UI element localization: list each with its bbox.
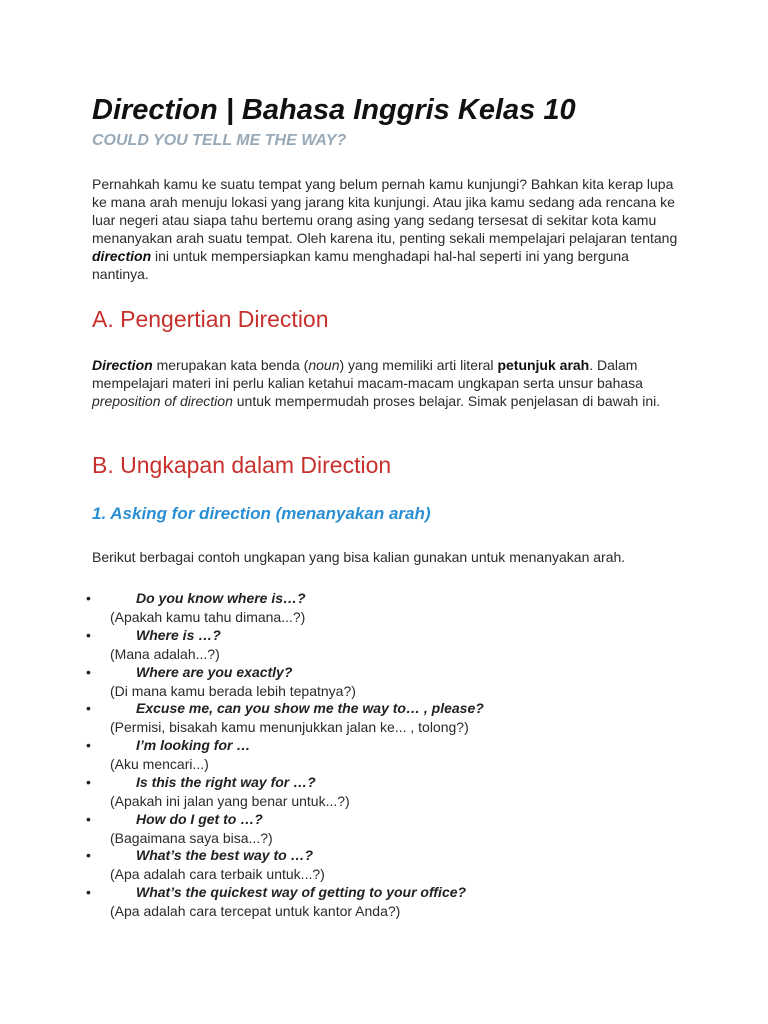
phrase-english: Do you know where is…? [136, 590, 306, 606]
intro-paragraph [92, 175, 682, 283]
bullet-icon: • [86, 590, 91, 606]
phrase-translation: (Apakah kamu tahu dimana...?) [110, 609, 306, 625]
intro-text-1: Pernahkah kamu ke suatu tempat yang belum pernah kamu kunjungi? Bahkan kita kerap lupa ke mana arah menuju lokasi yang jarang kita kunjungi. Atau jika kamu sedang ada rencana ke luar negeri atau siapa tahu bertemu orang asing yang sedang tersesat di sekitar kota kamu menanyakan arah suatu tempat. Oleh karena itu, penting sekali mempelajari pelajaran tentang [92, 176, 678, 246]
asking-direction-heading: 1. Asking for direction (menanyakan arah) [92, 504, 431, 523]
phrase-translation: (Permisi, bisakah kamu menunjukkan jalan ke... , tolong?) [110, 719, 469, 736]
phrase-translation: (Apa adalah cara terbaik untuk...?) [110, 866, 325, 883]
phrase-english: What’s the quickest way of getting to your office? [136, 884, 467, 900]
page-subtitle: COULD YOU TELL ME THE WAY? [92, 132, 347, 149]
intro-text-2: ini untuk mempersiapkan kamu menghadapi hal-hal seperti ini yang berguna nantinya. [92, 248, 629, 282]
bullet-icon: • [86, 810, 91, 827]
bullet-icon: • [86, 737, 91, 753]
phrase-english: Excuse me, can you show me the way to… , please? [136, 700, 484, 717]
definition-meaning: petunjuk arah [497, 357, 590, 373]
intro-keyword: direction [92, 248, 152, 264]
section-b-heading: B. Ungkapan dalam Direction [92, 452, 392, 478]
definition-paragraph [92, 356, 682, 410]
definition-text-3: . Dalam mempelajari materi ini perlu kalian ketahui macam-macam ungkapan serta unsur bahasa [92, 357, 643, 391]
definition-text-2: ) yang memiliki arti literal [339, 357, 498, 373]
phrase-english: How do I get to …? [136, 810, 263, 827]
list-item [0, 846, 768, 883]
definition-text-4: untuk mempermudah proses belajar. Simak penjelasan di bawah ini. [232, 393, 661, 409]
list-item [0, 663, 768, 700]
definition-text-1: merupakan kata benda ( [152, 357, 309, 373]
section-a-heading: A. Pengertian Direction [92, 306, 329, 332]
phrase-translation: (Apakah ini jalan yang benar untuk...?) [110, 792, 350, 809]
list-item [0, 883, 768, 920]
bullet-icon: • [86, 884, 91, 900]
phrase-english: Where are you exactly? [136, 663, 293, 680]
bullet-icon: • [86, 773, 91, 790]
phrases-intro: Berikut berbagai contoh ungkapan yang bisa kalian gunakan untuk menanyakan arah. [92, 549, 626, 565]
bullet-icon: • [86, 663, 91, 680]
definition-term: Direction [92, 357, 153, 373]
phrase-translation: (Aku mencari...) [110, 756, 209, 772]
bullet-icon: • [86, 847, 91, 864]
list-item [0, 736, 768, 773]
phrase-english: Where is …? [136, 626, 221, 643]
bullet-icon: • [86, 626, 91, 643]
definition-preposition: preposition of direction [92, 393, 233, 409]
definition-noun: noun [308, 357, 340, 373]
list-item [0, 773, 768, 810]
phrase-english: I’m looking for … [136, 737, 251, 753]
phrase-translation: (Di mana kamu berada lebih tepatnya?) [110, 682, 356, 699]
phrase-translation: (Apa adalah cara tercepat untuk kantor Anda?) [110, 903, 401, 919]
list-item [0, 810, 768, 847]
phrase-list [0, 589, 768, 920]
bullet-icon: • [86, 700, 91, 717]
page-title: Direction | Bahasa Inggris Kelas 10 [92, 94, 576, 126]
list-item [0, 589, 768, 626]
list-item [0, 626, 768, 663]
phrase-english: What’s the best way to …? [136, 847, 314, 864]
phrase-translation: (Mana adalah...?) [110, 645, 220, 662]
phrase-english: Is this the right way for …? [136, 773, 316, 790]
list-item [0, 699, 768, 736]
phrase-translation: (Bagaimana saya bisa...?) [110, 829, 273, 846]
